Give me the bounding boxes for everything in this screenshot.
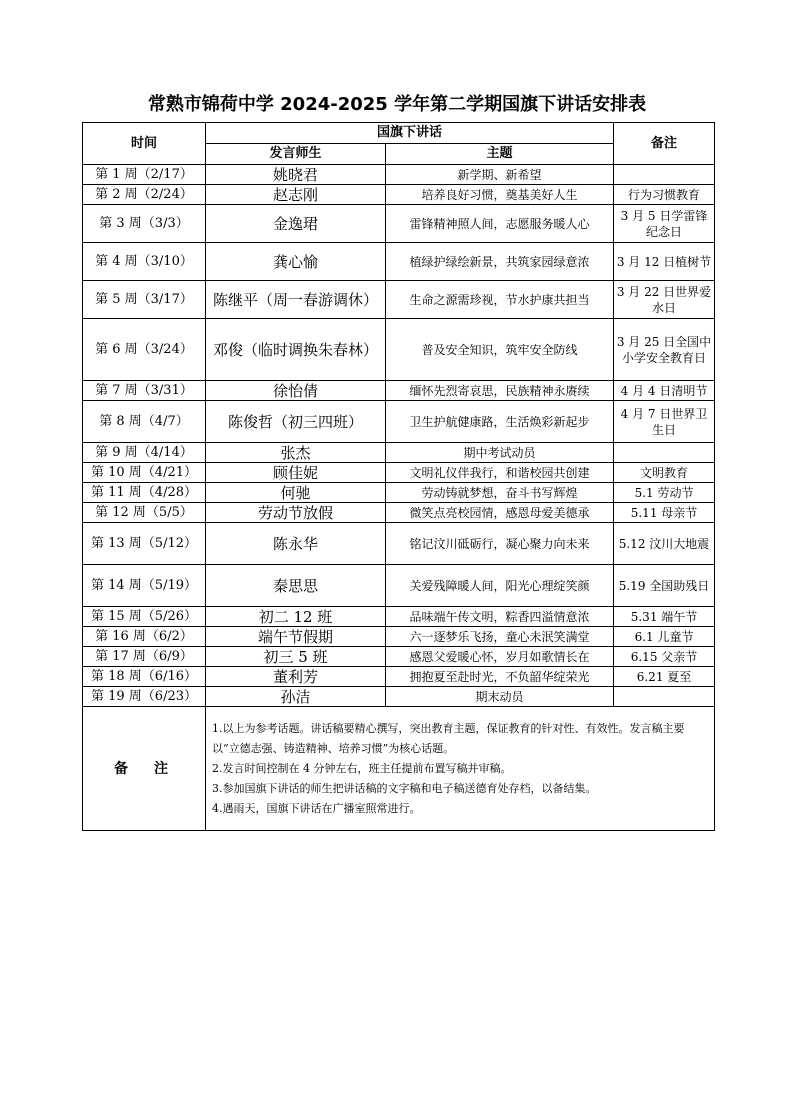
theme-cell: 卫生护航健康路，生活焕彩新起步 [386,401,614,443]
week-cell: 第 17 周（6/9） [83,647,206,667]
speaker-cell: 陈继平（周一春游调休） [206,281,386,319]
note-cell: 5.31 端午节 [614,607,715,627]
week-cell: 第 7 周（3/31） [83,381,206,401]
notes-content [206,707,715,831]
speaker-cell: 顾佳妮 [206,463,386,483]
note-cell: 4 月 4 日清明节 [614,381,715,401]
theme-cell: 劳动铸就梦想，奋斗书写辉煌 [386,483,614,503]
theme-cell: 培养良好习惯，奠基美好人生 [386,185,614,205]
table-row [83,243,715,281]
notes-label: 备 注 [83,707,206,831]
week-cell: 第 3 周（3/3） [83,205,206,243]
note-cell: 5.12 汶川大地震 [614,523,715,565]
speaker-cell: 陈俊哲（初三四班） [206,401,386,443]
table-row [83,503,715,523]
note-cell [614,165,715,185]
speaker-cell: 董利芳 [206,667,386,687]
speaker-cell: 端午节假期 [206,627,386,647]
week-cell: 第 19 周（6/23） [83,687,206,707]
theme-cell: 生命之源需珍视，节水护康共担当 [386,281,614,319]
note-cell: 5.19 全国助残日 [614,565,715,607]
note-cell [614,443,715,463]
note-cell: 4 月 7 日世界卫生日 [614,401,715,443]
theme-cell: 微笑点亮校园情，感恩母爱美德承 [386,503,614,523]
table-row [83,463,715,483]
note-item: 2.发言时间控制在 4 分钟左右，班主任提前布置写稿并审稿。 [212,761,512,775]
notes-row [83,707,715,831]
week-cell: 第 9 周（4/14） [83,443,206,463]
note-cell: 6.21 夏至 [614,667,715,687]
header-group: 国旗下讲话 [206,123,614,144]
theme-cell: 植绿护绿绘新景，共筑家园绿意浓 [386,243,614,281]
theme-cell: 雷锋精神照人间，志愿服务暖人心 [386,205,614,243]
speaker-cell: 徐怡倩 [206,381,386,401]
speaker-cell: 劳动节放假 [206,503,386,523]
table-row [83,687,715,707]
note-item: 3.参加国旗下讲话的师生把讲话稿的文字稿和电子稿送德育处存档，以备结集。 [212,781,597,795]
page-title: 常熟市锦荷中学 2024-2025 学年第二学期国旗下讲话安排表 [147,94,647,115]
table-row [83,319,715,381]
theme-cell: 文明礼仪伴我行，和谐校园共创建 [386,463,614,483]
week-cell: 第 1 周（2/17） [83,165,206,185]
speaker-cell: 初二 12 班 [206,607,386,627]
speaker-cell: 初三 5 班 [206,647,386,667]
week-cell: 第 4 周（3/10） [83,243,206,281]
week-cell: 第 6 周（3/24） [83,319,206,381]
week-cell: 第 13 周（5/12） [83,523,206,565]
header-remark: 备注 [614,123,715,165]
week-cell: 第 8 周（4/7） [83,401,206,443]
note-cell: 3 月 12 日植树节 [614,243,715,281]
table-row [83,607,715,627]
speaker-cell: 何驰 [206,483,386,503]
theme-cell: 期中考试动员 [386,443,614,463]
table-row [83,483,715,503]
speaker-cell: 秦思思 [206,565,386,607]
note-cell: 3 月 5 日学雷锋纪念日 [614,205,715,243]
week-cell: 第 10 周（4/21） [83,463,206,483]
theme-cell: 关爱残障暖人间，阳光心理绽笑颜 [386,565,614,607]
schedule-table [82,122,715,831]
speaker-cell: 孙洁 [206,687,386,707]
table-row [83,401,715,443]
week-cell: 第 5 周（3/17） [83,281,206,319]
theme-cell: 铭记汶川砥砺行，凝心聚力向未来 [386,523,614,565]
theme-cell: 新学期、新希望 [386,165,614,185]
speaker-cell: 张杰 [206,443,386,463]
theme-cell: 缅怀先烈寄哀思，民族精神永赓续 [386,381,614,401]
speaker-cell: 龚心愉 [206,243,386,281]
header-row [83,123,715,144]
speaker-cell: 陈永华 [206,523,386,565]
theme-cell: 品味端午传文明，粽香四溢情意浓 [386,607,614,627]
speaker-cell: 邓俊（临时调换朱春林） [206,319,386,381]
note-item: 1.以上为参考话题。讲话稿要精心撰写，突出教育主题，保证教育的针对性、有效性。发言稿主要以“立德志强、铸造精神、培养习惯”为核心话题。 [212,721,685,755]
table-row [83,647,715,667]
theme-cell: 六一逐梦乐飞扬，童心未泯笑满堂 [386,627,614,647]
week-cell: 第 11 周（4/28） [83,483,206,503]
speaker-cell: 赵志刚 [206,185,386,205]
week-cell: 第 12 周（5/5） [83,503,206,523]
note-cell: 行为习惯教育 [614,185,715,205]
week-cell: 第 2 周（2/24） [83,185,206,205]
note-cell [614,687,715,707]
table-row [83,443,715,463]
note-cell: 3 月 22 日世界爱水日 [614,281,715,319]
table-row [83,667,715,687]
note-cell: 3 月 25 日全国中小学安全教育日 [614,319,715,381]
week-cell: 第 15 周（5/26） [83,607,206,627]
theme-cell: 拥抱夏至赴时光，不负韶华绽荣光 [386,667,614,687]
week-cell: 第 16 周（6/2） [83,627,206,647]
table-row [83,565,715,607]
theme-cell: 感恩父爱暖心怀，岁月如歌情长在 [386,647,614,667]
week-cell: 第 18 周（6/16） [83,667,206,687]
week-cell: 第 14 周（5/19） [83,565,206,607]
theme-cell: 普及安全知识，筑牢安全防线 [386,319,614,381]
table-row [83,281,715,319]
note-cell: 6.15 父亲节 [614,647,715,667]
note-item: 4.遇雨天，国旗下讲话在广播室照常进行。 [212,801,421,815]
note-cell: 5.11 母亲节 [614,503,715,523]
table-row [83,165,715,185]
table-row [83,381,715,401]
table-row [83,627,715,647]
theme-cell: 期末动员 [386,687,614,707]
note-cell: 文明教育 [614,463,715,483]
table-row [83,205,715,243]
speaker-cell: 金逸珺 [206,205,386,243]
table-row [83,523,715,565]
speaker-cell: 姚晓君 [206,165,386,185]
note-cell: 5.1 劳动节 [614,483,715,503]
header-theme: 主题 [386,144,614,165]
note-cell: 6.1 儿童节 [614,627,715,647]
header-time: 时间 [83,123,206,165]
header-speaker: 发言师生 [206,144,386,165]
table-row [83,185,715,205]
